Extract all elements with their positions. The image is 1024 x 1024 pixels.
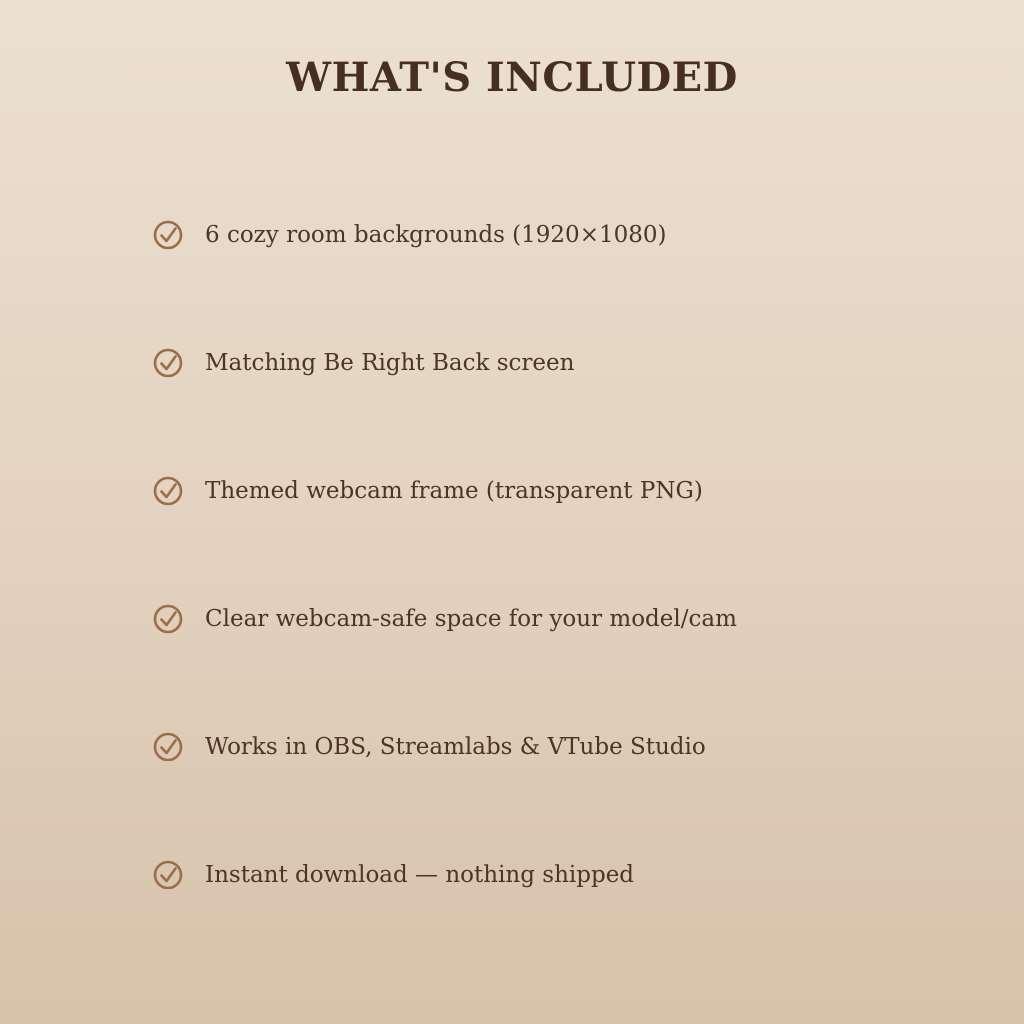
feature-label: Works in OBS, Streamlabs & VTube Studio	[205, 734, 706, 760]
check-circle-icon	[152, 859, 184, 891]
page-title: WHAT'S INCLUDED	[286, 54, 738, 101]
list-item	[152, 462, 912, 590]
check-circle-icon	[152, 603, 184, 635]
feature-label: Instant download — nothing shipped	[205, 862, 635, 888]
feature-label: Matching Be Right Back screen	[205, 350, 575, 376]
list-item	[152, 718, 912, 846]
feature-label: Clear webcam-safe space for your model/cam	[205, 606, 737, 632]
features-list	[152, 206, 912, 974]
check-circle-icon	[152, 347, 184, 379]
list-item	[152, 334, 912, 462]
check-circle-icon	[152, 219, 184, 251]
feature-label: 6 cozy room backgrounds (1920×1080)	[205, 222, 667, 248]
feature-label: Themed webcam frame (transparent PNG)	[205, 478, 703, 504]
check-circle-icon	[152, 731, 184, 763]
check-circle-icon	[152, 475, 184, 507]
list-item	[152, 590, 912, 718]
list-item	[152, 846, 912, 974]
list-item	[152, 206, 912, 334]
